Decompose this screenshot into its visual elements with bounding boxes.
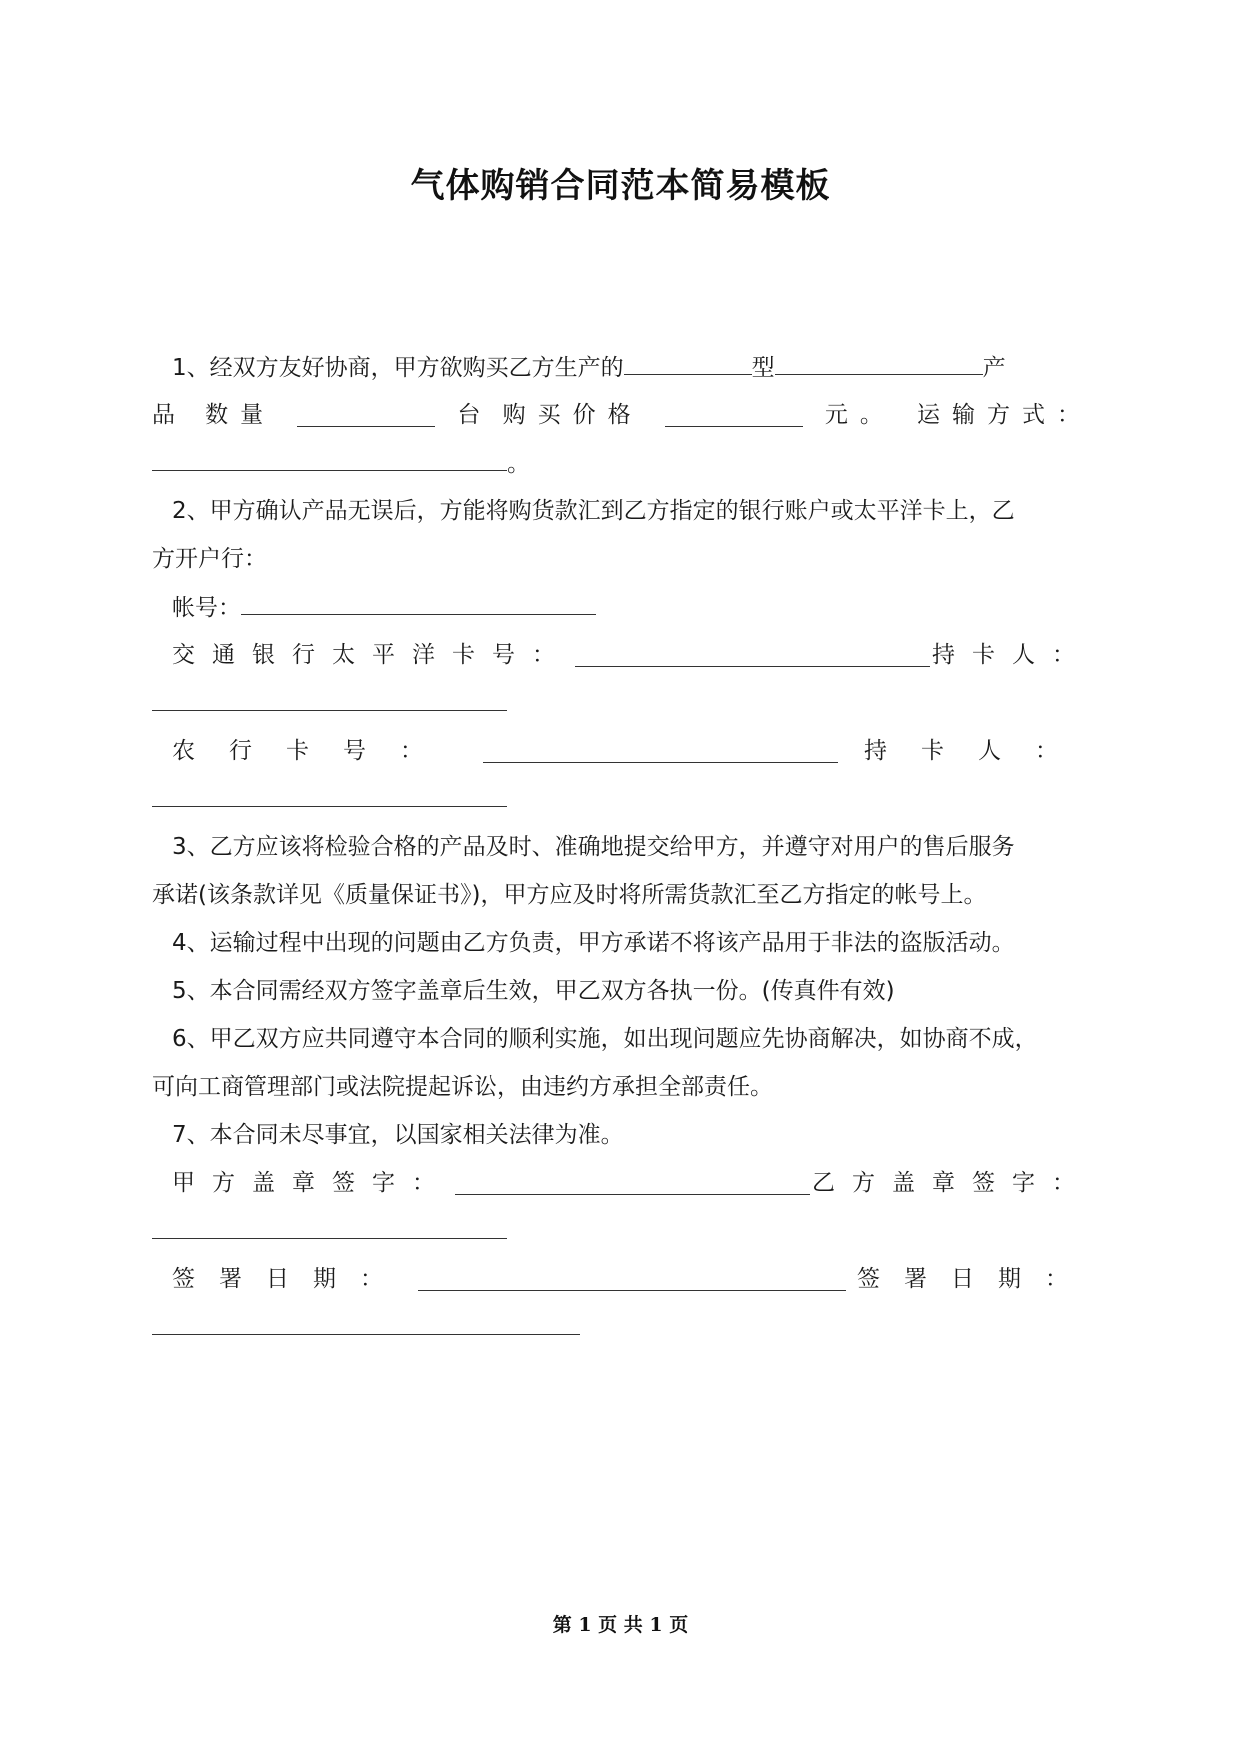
quantity-blank[interactable] (297, 404, 435, 427)
product-name-blank[interactable] (775, 352, 983, 375)
clause-1-text: 1、经双方友好协商，甲方欲购买乙方生产的 (172, 355, 624, 381)
abc-card-line (172, 736, 1092, 766)
clause-7: 7、本合同未尽事宜，以国家相关法律为准。 (172, 1122, 624, 1148)
account-line (172, 592, 1112, 623)
product-label-b: 品 (152, 402, 183, 428)
bocom-card-blank[interactable] (575, 644, 930, 667)
clause-1-end: 。 (507, 451, 530, 477)
account-label: 帐号： (172, 595, 241, 621)
transport-label: 运输方式： (916, 402, 1092, 428)
clause-3-line-2: 承诺(该条款详见《质量保证书》)，甲方应及时将所需货款汇至乙方指定的帐号上。 (152, 882, 987, 908)
holder-label-2: 持卡人： (864, 738, 1092, 764)
date-a-label: 签署日期： (172, 1266, 407, 1292)
date-a-blank[interactable] (418, 1268, 846, 1291)
abc-card-blank[interactable] (483, 740, 838, 763)
clause-1-line-3 (152, 448, 1092, 479)
abc-card-label: 农行卡号： (172, 738, 457, 764)
clause-1-line-2 (152, 400, 1092, 430)
date-b-blank[interactable] (152, 1312, 580, 1335)
account-blank[interactable] (241, 592, 596, 615)
signature-line (172, 1168, 1092, 1198)
party-b-sign-blank[interactable] (152, 1216, 507, 1239)
clause-1-line-1 (172, 352, 1092, 383)
holder-1-line (152, 688, 1092, 719)
model-label: 型 (751, 355, 775, 381)
transport-blank[interactable] (152, 448, 507, 471)
clause-3-line-1: 3、乙方应该将检验合格的产品及时、准确地提交给甲方，并遵守对用户的售后服务 (172, 834, 1015, 860)
holder-2-blank[interactable] (152, 784, 507, 807)
clause-5: 5、本合同需经双方签字盖章后生效，甲乙双方各执一份。(传真件有效) (172, 978, 895, 1004)
party-b-sign-label: 乙方盖章签字： (812, 1170, 1092, 1196)
quantity-label: 数量 (205, 402, 276, 428)
clause-2-line-2: 方开户行： (152, 546, 267, 572)
currency-label: 元。 (824, 402, 895, 428)
clause-6-line-1: 6、甲乙双方应共同遵守本合同的顺利实施，如出现问题应先协商解决，如协商不成， (172, 1026, 1038, 1052)
holder-label-1: 持卡人： (932, 642, 1092, 668)
date-line (172, 1264, 1092, 1294)
bocom-card-line (172, 640, 1092, 670)
holder-1-blank[interactable] (152, 688, 507, 711)
bocom-card-label: 交通银行太平洋卡号： (172, 642, 572, 668)
date-b-label: 签署日期： (857, 1266, 1092, 1292)
holder-2-line (152, 784, 1092, 815)
party-a-sign-label: 甲方盖章签字： (172, 1170, 452, 1196)
clause-2-line-1: 2、甲方确认产品无误后，方能将购货款汇到乙方指定的银行账户或太平洋卡上，乙 (172, 498, 1015, 524)
model-blank[interactable] (624, 352, 752, 375)
party-a-sign-blank[interactable] (455, 1172, 810, 1195)
page-footer: 第 1 页 共 1 页 (552, 1614, 689, 1636)
date-b-line (152, 1312, 1092, 1343)
party-b-sign-line (152, 1216, 1092, 1247)
price-label: 购买价格 (502, 402, 643, 428)
product-label-a: 产 (982, 355, 1006, 381)
clause-4: 4、运输过程中出现的问题由乙方负责，甲方承诺不将该产品用于非法的盗版活动。 (172, 930, 1015, 956)
price-blank[interactable] (665, 404, 803, 427)
document-title: 气体购销合同范本简易模板 (410, 166, 831, 206)
clause-6-line-2: 可向工商管理部门或法院提起诉讼，由违约方承担全部责任。 (152, 1074, 773, 1100)
unit-label: 台 (457, 402, 481, 428)
